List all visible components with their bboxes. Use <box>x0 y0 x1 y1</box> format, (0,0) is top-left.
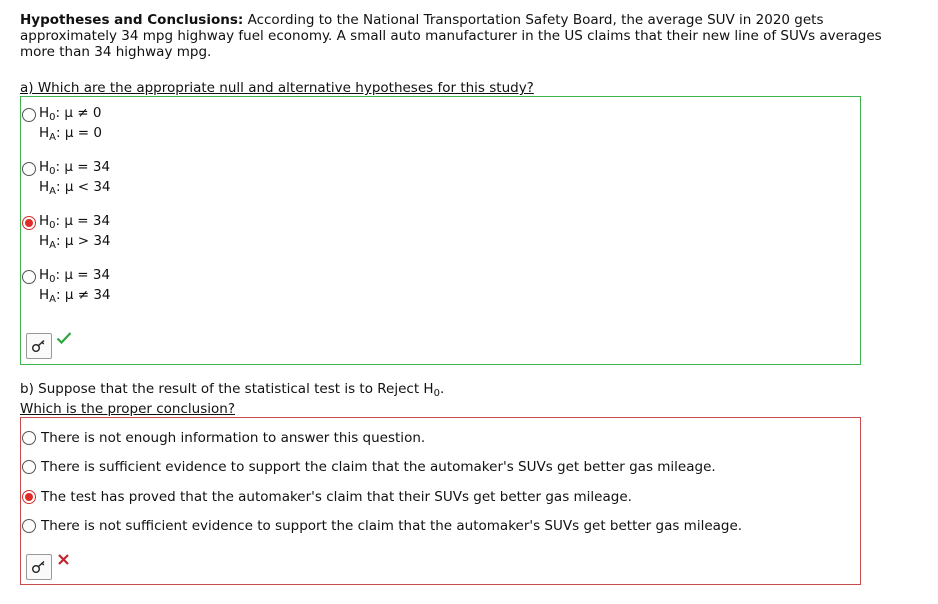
option-label: There is not sufficient evidence to support the claim that the automaker's SUVs get better gas mileage. <box>41 518 743 534</box>
null-hypothesis: $H_0$: μ = 34 <box>39 267 111 285</box>
radio-button[interactable] <box>22 108 36 122</box>
radio-button[interactable] <box>22 270 36 284</box>
alternative-hypothesis: $H_A$: μ < 34 <box>39 179 111 197</box>
alternative-hypothesis: $H_A$: μ > 34 <box>39 233 111 251</box>
null-hypothesis: $H_0$: μ = 34 <box>39 213 111 231</box>
cross-icon <box>57 553 70 566</box>
part-a-question: a) Which are the appropriate null and alternative hypotheses for this study? <box>20 80 534 96</box>
radio-button[interactable] <box>22 431 36 445</box>
checkmark-icon <box>56 331 72 345</box>
radio-button-selected[interactable] <box>22 490 36 504</box>
option-label: There is sufficient evidence to support the claim that the automaker's SUVs get better gas mileage. <box>41 459 716 475</box>
radio-button[interactable] <box>22 519 36 533</box>
problem-title: Hypotheses and Conclusions: <box>20 12 244 28</box>
part-b-subquestion: Which is the proper conclusion? <box>20 401 235 417</box>
key-icon <box>31 339 47 353</box>
part-b-answer-box <box>20 417 861 585</box>
part-a-answer-box <box>20 96 861 365</box>
part-b-question: b) Suppose that the result of the statistical test is to Reject $H_0$. <box>20 381 445 399</box>
alternative-hypothesis: $H_A$: μ = 0 <box>39 125 102 143</box>
null-hypothesis: $H_0$: μ = 34 <box>39 159 111 177</box>
option-label: There is not enough information to answer this question. <box>41 430 426 446</box>
option-label: The test has proved that the automaker's claim that their SUVs get better gas mileage. <box>41 489 632 505</box>
key-button[interactable] <box>26 333 52 359</box>
problem-statement <box>20 12 900 60</box>
key-button[interactable] <box>26 554 52 580</box>
radio-button[interactable] <box>22 460 36 474</box>
null-hypothesis: $H_0$: μ ≠ 0 <box>39 105 102 123</box>
radio-button-selected[interactable] <box>22 216 36 230</box>
radio-button[interactable] <box>22 162 36 176</box>
problem-text: According to the National Transportation Safety Board, the average SUV in 2020 gets approximately 34 mpg highway fuel economy. A small auto manufacturer in the US claims that their new line of SUVs averages more than 34 highway mpg. <box>20 12 882 60</box>
alternative-hypothesis: $H_A$: μ ≠ 34 <box>39 287 111 305</box>
key-icon <box>31 560 47 574</box>
